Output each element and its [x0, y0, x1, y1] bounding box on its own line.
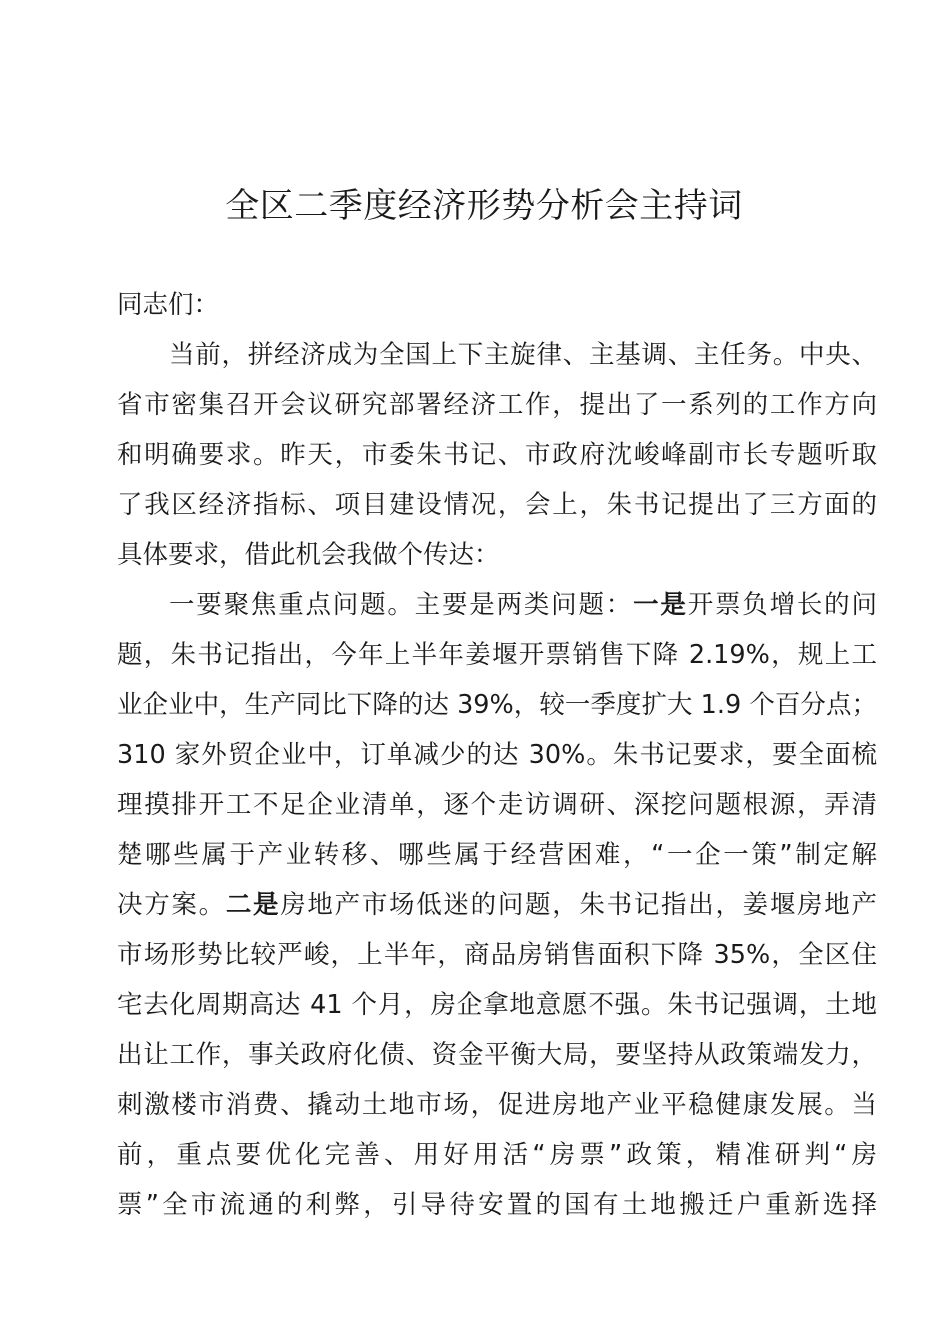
- salutation: 同志们：: [117, 290, 220, 320]
- paragraph-line: 业企业中，生产同比下降的达 39%，较一季度扩大 1.9 个百分点；: [117, 690, 877, 720]
- paragraph-line: 和明确要求。昨天，市委朱书记、市政府沈峻峰副市长专题听取: [117, 440, 877, 470]
- paragraph-text: 一要聚焦重点问题。主要是两类问题：: [169, 590, 634, 620]
- paragraph-text: 开票负增长的问: [687, 590, 877, 620]
- paragraph-line: 楚哪些属于产业转移、哪些属于经营困难，“一企一策”制定解: [117, 840, 877, 870]
- paragraph-line: 理摸排开工不足企业清单，逐个走访调研、深挖问题根源，弄清: [117, 790, 877, 820]
- paragraph-line: 刺激楼市消费、撬动土地市场，促进房地产业平稳健康发展。当: [117, 1090, 877, 1120]
- paragraph-text: 房地产市场低迷的问题，朱书记指出，姜堰房地产: [280, 890, 877, 920]
- paragraph-line: 省市密集召开会议研究部署经济工作，提出了一系列的工作方向: [117, 390, 877, 420]
- bold-marker: 一是: [633, 590, 688, 620]
- paragraph-1: [117, 330, 877, 580]
- paragraph-line: [117, 580, 877, 630]
- paragraph-line: 出让工作，事关政府化债、资金平衡大局，要坚持从政策端发力，: [117, 1040, 877, 1070]
- bold-marker: 二是: [225, 890, 281, 920]
- paragraph-line: [117, 880, 877, 930]
- paragraph-line: 题，朱书记指出，今年上半年姜堰开票销售下降 2.19%，规上工: [117, 640, 877, 670]
- paragraph-line: 票”全市流通的利弊，引导待安置的国有土地搬迁户重新选择: [117, 1190, 877, 1220]
- paragraph-line: 310 家外贸企业中，订单减少的达 30%。朱书记要求，要全面梳: [117, 740, 877, 770]
- paragraph-line: 了我区经济指标、项目建设情况，会上，朱书记提出了三方面的: [117, 490, 877, 520]
- paragraph-2: [117, 580, 877, 1230]
- paragraph-text: 决方案。: [117, 890, 226, 920]
- document-title: 全区二季度经济形势分析会主持词: [225, 186, 743, 226]
- paragraph-line: 前，重点要优化完善、用好用活“房票”政策，精准研判“房: [117, 1140, 877, 1170]
- document-body: [117, 280, 877, 1230]
- paragraph-line: 当前，拼经济成为全国上下主旋律、主基调、主任务。中央、: [169, 340, 877, 370]
- paragraph-line: 市场形势比较严峻，上半年，商品房销售面积下降 35%，全区住: [117, 940, 877, 970]
- paragraph-line: 具体要求，借此机会我做个传达：: [117, 540, 500, 570]
- paragraph-line: 宅去化周期高达 41 个月，房企拿地意愿不强。朱书记强调，土地: [117, 990, 877, 1020]
